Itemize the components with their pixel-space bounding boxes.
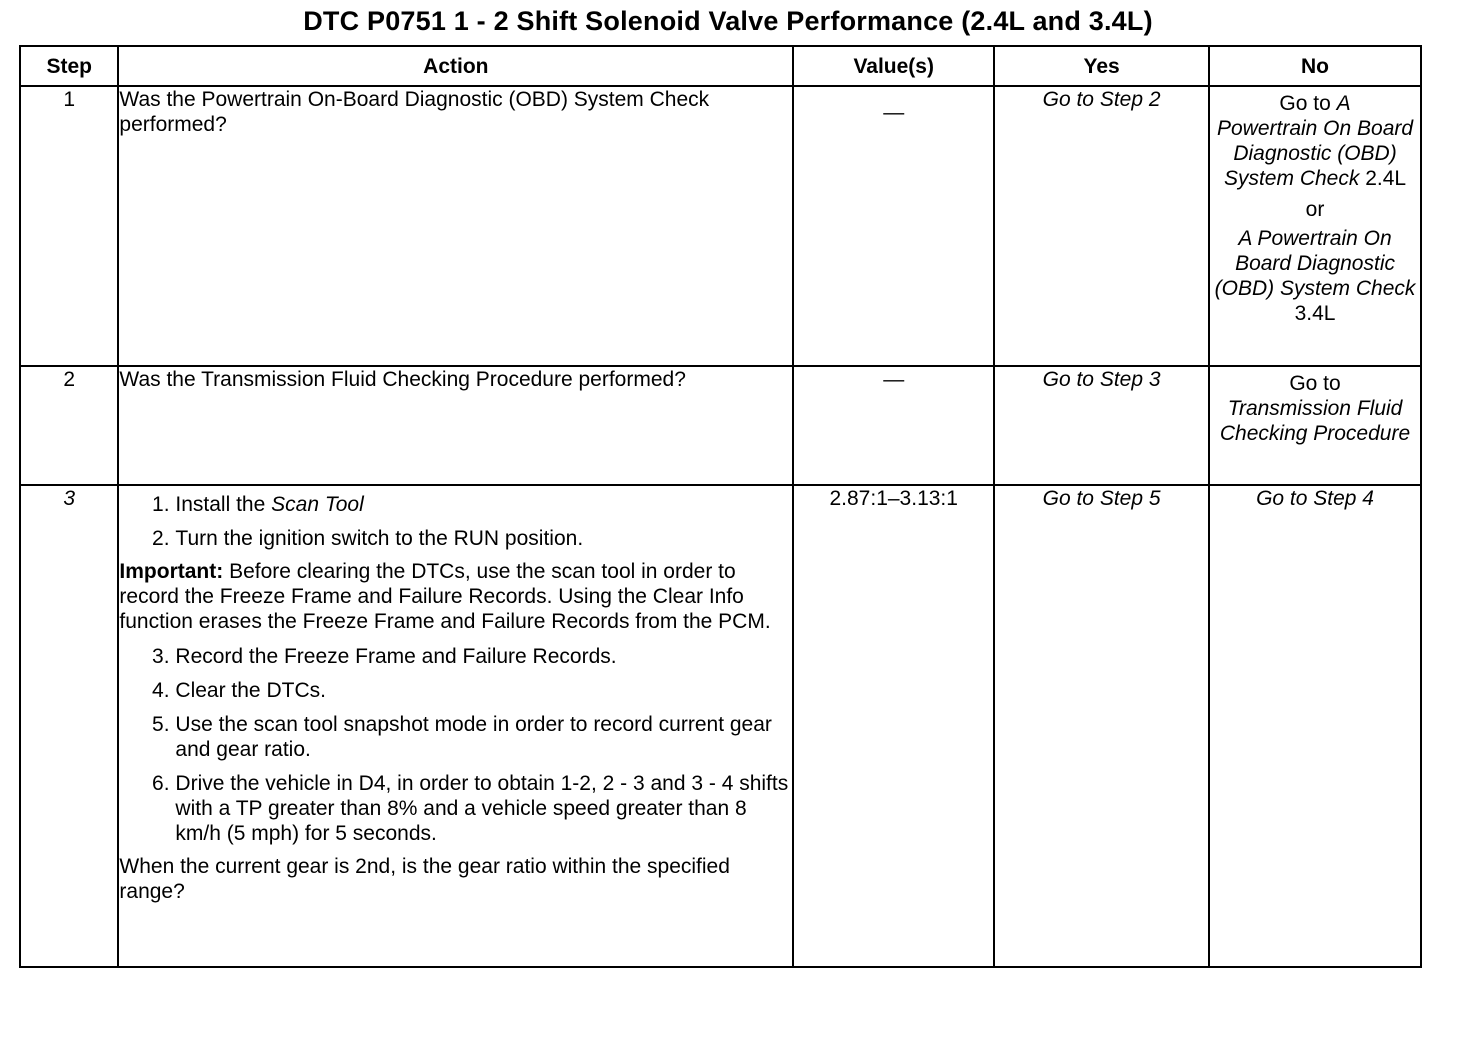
list-item: 5. Use the scan tool snapshot mode in order to record current gear and gear ratio. bbox=[175, 712, 792, 762]
step-number: 3 bbox=[20, 485, 118, 967]
no-link-1-a[interactable]: A bbox=[1336, 92, 1351, 115]
no-cell bbox=[1209, 86, 1421, 366]
header-row bbox=[20, 46, 1421, 86]
header-yes: Yes bbox=[994, 46, 1209, 86]
no-link-1-suffix: 2.4L bbox=[1365, 167, 1407, 190]
value-cell bbox=[793, 366, 994, 485]
step-text: Install the bbox=[175, 493, 272, 516]
list-item bbox=[175, 492, 792, 517]
value-cell: — bbox=[793, 86, 994, 366]
yes-link[interactable]: Go to Step 3 bbox=[994, 366, 1209, 485]
action-cell bbox=[118, 485, 793, 967]
table-row bbox=[20, 366, 1421, 485]
value-range: 2.87:1–3.13:1 bbox=[793, 485, 994, 967]
no-cell bbox=[1209, 366, 1421, 485]
no-link-2-suffix: 3.4L bbox=[1294, 302, 1336, 325]
no-go-to: Go to bbox=[1279, 92, 1331, 115]
header-values: Value(s) bbox=[793, 46, 994, 86]
no-or: or bbox=[1305, 198, 1325, 221]
no-link[interactable]: Transmission Fluid Checking Procedure bbox=[1219, 397, 1411, 445]
list-item: 4. Clear the DTCs. bbox=[175, 678, 792, 703]
yes-link[interactable]: Go to Step 5 bbox=[994, 485, 1209, 967]
yes-link[interactable]: Go to Step 2 bbox=[994, 86, 1209, 366]
steps-list-b bbox=[119, 644, 792, 846]
header-step: Step bbox=[20, 46, 118, 86]
scan-tool-link[interactable]: Scan Tool bbox=[271, 493, 364, 516]
no-link-1[interactable]: Powertrain On Board Diagnostic (OBD) System Check bbox=[1216, 117, 1414, 190]
no-go-to: Go to bbox=[1289, 372, 1341, 395]
value-dash: — bbox=[883, 368, 905, 391]
list-item: 2. Turn the ignition switch to the RUN position. bbox=[175, 526, 792, 551]
header-action: Action bbox=[118, 46, 793, 86]
action-text: Was the Transmission Fluid Checking Procedure performed? bbox=[118, 366, 793, 485]
step-number: 2 bbox=[20, 366, 118, 485]
important-label: Important: bbox=[119, 560, 224, 583]
table-row bbox=[20, 86, 1421, 366]
action-text: Was the Powertrain On-Board Diagnostic (OBD) System Check performed? bbox=[118, 86, 793, 366]
important-text: Before clearing the DTCs, use the scan tool in order to record the Freeze Frame and Failure Records. Using the Clear Info function erases the Freeze Frame and Failure Records from the PCM. bbox=[119, 560, 771, 633]
dtc-table bbox=[19, 45, 1422, 968]
question-text: When the current gear is 2nd, is the gear ratio within the specified range? bbox=[119, 855, 730, 903]
list-item: 6. Drive the vehicle in D4, in order to obtain 1-2, 2 - 3 and 3 - 4 shifts with a TP greater than 8% and a vehicle speed greater than 8 km/h (5 mph) for 5 seconds. bbox=[175, 771, 792, 846]
table-row bbox=[20, 485, 1421, 967]
no-link-2[interactable]: A Powertrain On Board Diagnostic (OBD) System Check bbox=[1214, 227, 1416, 300]
step-number: 1 bbox=[20, 86, 118, 366]
no-link[interactable]: Go to Step 4 bbox=[1209, 485, 1421, 967]
important-note bbox=[119, 559, 792, 634]
page-title: DTC P0751 1 - 2 Shift Solenoid Valve Performance (2.4L and 3.4L) bbox=[303, 6, 1153, 36]
list-item: 3. Record the Freeze Frame and Failure Records. bbox=[175, 644, 792, 669]
steps-list-a bbox=[119, 492, 792, 551]
header-no: No bbox=[1209, 46, 1421, 86]
